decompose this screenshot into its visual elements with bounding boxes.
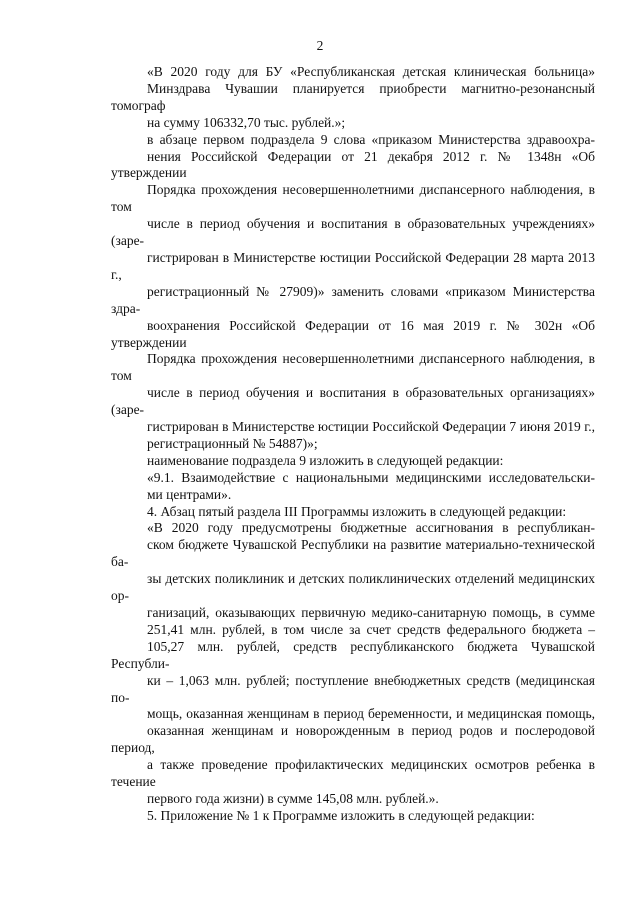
text-line: гистрирован в Министерстве юстиции Российской Федерации 7 июня 2019 г., [147,419,595,435]
paragraph-budget-2020 [111,520,595,807]
text-line: регистрационный № 27909)» заменить словами «приказом Министерства здра- [111,283,595,316]
text-line: регистрационный № 54887)»; [147,435,318,451]
text-line: воохранения Российской Федерации от 16 мая 2019 г. № 302н «Об утверждении [111,317,595,350]
text-line: 4. Абзац пятый раздела III Программы изложить в следующей редакции: [147,503,567,519]
text-line: числе в период обучения и воспитания в образовательных учреждениях» (заре- [111,216,595,249]
text-line: числе в период обучения и воспитания в образовательных организациях» (заре- [111,385,595,418]
text-line: оказанная женщинам и новорожденным в период родов и послеродовой период, [111,723,595,756]
text-line: 251,41 млн. рублей, в том числе за счет средств федерального бюджета – [147,621,595,637]
paragraph-subsection-9-replacement [111,132,595,453]
text-line: а также проведение профилактических медицинских осмотров ребенка в течение [111,757,595,790]
page-number: 2 [316,38,324,53]
text-line: ки – 1,063 млн. рублей; поступление внебюджетных средств (медицинская по- [111,672,595,705]
text-line: ми центрами». [147,486,232,502]
text-line: в абзаце первом подраздела 9 слова «приказом Министерства здравоохра- [147,131,595,147]
text-line: первого года жизни) в сумме 145,08 млн. рублей.». [147,790,439,806]
text-line: «9.1. Взаимодействие с национальными медицинскими исследовательски- [147,469,595,485]
text-line: ганизаций, оказывающих первичную медико-санитарную помощь, в сумме [147,605,595,620]
paragraph-subsection-9-title-intro [111,453,595,470]
paragraph-item-5 [111,808,595,825]
text-line: на сумму 106332,70 тыс. рублей.»; [147,114,346,130]
text-line: зы детских поликлиник и детских поликлинических отделений медицинских ор- [111,571,595,604]
text-line: 105,27 млн. рублей, средств республиканского бюджета Чувашской Республи- [111,638,595,671]
text-line: Порядка прохождения несовершеннолетними диспансерного наблюдения, в том [111,351,595,384]
text-line: мощь, оказанная женщинам в период беременности, и медицинская помощь, [147,706,595,722]
text-line: гистрирован в Министерстве юстиции Российской Федерации 28 марта 2013 г., [111,249,595,282]
paragraph-subsection-9-1-title [111,470,595,504]
text-line: ском бюджете Чувашской Республики на развитие материально-технической ба- [111,537,595,570]
text-line: Минздрава Чувашии планируется приобрести магнитно-резонансный томограф [111,80,595,113]
text-line: «В 2020 году предусмотрены бюджетные ассигнования в республикан- [147,520,595,536]
paragraph-item-4 [111,504,595,521]
text-line: нения Российской Федерации от 21 декабря 2012 г. № 1348н «Об утверждении [111,148,595,181]
text-line: Порядка прохождения несовершеннолетними диспансерного наблюдения, в том [111,182,595,215]
paragraph-mri-purchase [111,64,595,132]
text-line: 5. Приложение № 1 к Программе изложить в следующей редакции: [147,807,535,823]
text-line: наименование подраздела 9 изложить в следующей редакции: [147,452,504,468]
text-line: «В 2020 году для БУ «Республиканская детская клиническая больница» [147,64,595,79]
document-body [111,64,595,825]
